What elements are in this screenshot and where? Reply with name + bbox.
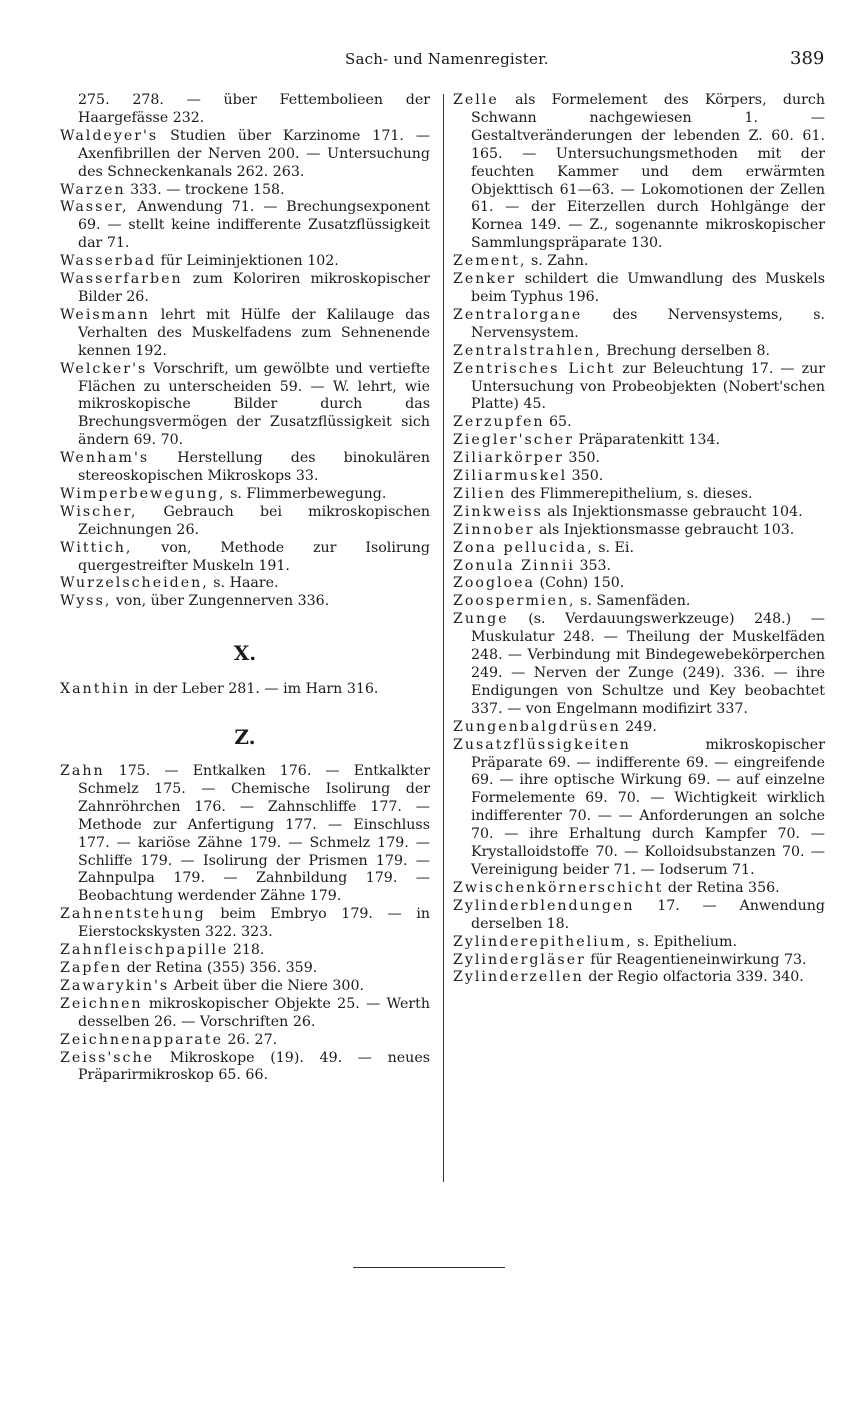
entry-text: 218. xyxy=(228,942,265,959)
entry-text: 249. xyxy=(620,718,657,735)
entry-headword: Wurzelscheiden, xyxy=(60,575,209,592)
entry-headword: Zawarykin's xyxy=(60,977,170,994)
entry-headword: Welcker's xyxy=(60,360,148,377)
entry-text: Vorschrift, um gewölbte und vertiefte Flächen zu unterscheiden 59. — W. lehrt, wie mikroskopische Bilder durch das Brechungsvermögen der Zusatzflüssigkeit sich ändern 69. 70. xyxy=(78,360,430,449)
index-entry xyxy=(453,307,825,343)
footer-rule xyxy=(353,1267,505,1268)
page-number: 389 xyxy=(790,48,825,69)
entry-text: des Nervensystems, s. Nervensystem. xyxy=(471,306,825,341)
entry-text: 65. xyxy=(544,414,572,431)
entry-text: Herstellung des binokulären stereoskopischen Mikroskops 33. xyxy=(78,450,430,485)
entry-text: mikroskopischer Objekte 25. — Werth desselben 26. — Vorschriften 26. xyxy=(78,995,430,1030)
entry-text: als Injektionsmasse gebraucht 104. xyxy=(542,503,803,520)
index-entry xyxy=(60,199,430,253)
entry-text: 26. 27. xyxy=(222,1031,278,1048)
index-entry xyxy=(60,253,430,271)
entry-text: (Cohn) 150. xyxy=(534,575,625,592)
entry-headword: Wittich, xyxy=(60,539,133,556)
entry-headword: Zinkweiss xyxy=(453,503,543,520)
entry-headword: Wimperbewegung, xyxy=(60,485,226,502)
index-entry xyxy=(453,432,825,450)
index-entry xyxy=(453,880,825,898)
x-entries xyxy=(60,681,430,699)
entry-headword: Zoospermien, xyxy=(453,593,576,610)
index-entry xyxy=(60,486,430,504)
index-entry xyxy=(453,969,825,987)
entry-text: schildert die Umwandlung des Muskels beim Typhus 196. xyxy=(471,271,825,305)
index-entry xyxy=(453,450,825,468)
entry-text: von, Methode zur Isolirung quergestreifter Muskeln 191. xyxy=(78,539,430,574)
entry-text: 333. — trockene 158. xyxy=(125,181,285,198)
index-entry xyxy=(453,898,825,934)
index-entry xyxy=(453,253,825,271)
right-entries xyxy=(453,92,825,987)
entry-text: s. Ei. xyxy=(593,539,634,556)
entry-headword: Zement, xyxy=(453,253,527,270)
index-entry xyxy=(60,450,430,486)
index-entry xyxy=(453,952,825,970)
entry-text: Arbeit über die Niere 300. xyxy=(169,977,364,994)
entry-text: mikroskopischer Präparate 69. — indifferente 69. — eingreifende 69. — ihre optische Wirkung 69. — auf einzelne Formelemente 69. 70. — Wichtigkeit wirklich indifferenter 70. — — Anforderungen an solche 70. — ihre Erhaltung durch Kampfer 70. — Krystalloidstoffe 70. — Kolloidsubstanzen 70. — Vereinigung beider 71. — Iodserum 71. xyxy=(471,736,825,878)
entry-text: beim Embryo 179. — in Eierstockskysten 322. 323. xyxy=(78,906,430,941)
entry-headword: Zwischenkörnerschicht xyxy=(453,879,664,896)
section-heading-x: X. xyxy=(233,641,257,666)
entry-text: Brechung derselben 8. xyxy=(601,342,771,359)
index-entry xyxy=(453,271,825,307)
entry-headword: Zylinderepithelium, xyxy=(453,933,633,950)
entry-text: der Retina (355) 356. 359. xyxy=(122,959,318,976)
entry-text: Studien über Karzinome 171. — Axenfibrillen der Nerven 200. — Untersuchung des Schneckenkanals 262. 263. xyxy=(78,127,430,180)
entry-text: in der Leber 281. — im Harn 316. xyxy=(130,681,379,698)
entry-headword: Zeiss'sche xyxy=(60,1049,155,1066)
index-entry xyxy=(60,906,430,942)
entry-text: Anwendung 71. — Brechungsexponent 69. — stellt keine indifferente Zusatzflüssigkeit dar 71. xyxy=(78,199,430,252)
z-entries xyxy=(60,763,430,1085)
column-divider xyxy=(443,94,444,1182)
entry-text: Gebrauch bei mikroskopischen Zeichnungen 26. xyxy=(78,503,430,538)
entry-text: s. Epithelium. xyxy=(632,933,737,950)
entry-text: 175. — Entkalken 176. — Entkalkter Schmelz 175. — Chemische Isolirung der Zahnröhrchen 176. — Zahnschliffe 177. — Methode zur Anfertigung 177. — Einschluss 177. — kariöse Zähne 179. — Schmelz 179. — Schliffe 179. — Isolirung der Prismen 179. — Zahnpulpa 179. — Zahnbildung 179. — Beobachtung werdender Zähne 179. xyxy=(78,763,430,905)
w-entries xyxy=(60,92,430,611)
index-entry xyxy=(453,343,825,361)
entry-headword: Wyss, xyxy=(60,593,112,610)
entry-text: (s. Verdauungswerkzeuge) 248.) — Muskulatur 248. — Theilung der Muskelfäden 248. — Verbindung mit Bindegewebekörperchen 249. — Nerven der Zunge (249). 336. — ihre Endigungen von Schultze und Key beobachtet 337. — von Engelmann modifizirt 337. xyxy=(471,611,825,717)
index-entry xyxy=(453,593,825,611)
index-entry xyxy=(453,611,825,718)
entry-text: des Flimmerepithelium, s. dieses. xyxy=(506,485,753,502)
entry-text: zur Beleuchtung 17. — zur Untersuchung von Probeobjekten (Nobert'schen Platte) 45. xyxy=(471,360,825,413)
entry-headword: Wasser, xyxy=(60,199,129,216)
index-entry xyxy=(60,1032,430,1050)
index-entry xyxy=(60,681,430,699)
index-entry xyxy=(60,763,430,906)
entry-headword: Ziegler'scher xyxy=(453,432,575,449)
index-entry xyxy=(453,486,825,504)
entry-headword: Zahnfleischpapille xyxy=(60,942,229,959)
entry-text: der Retina 356. xyxy=(663,879,780,896)
entry-headword: Zenker xyxy=(453,271,517,288)
entry-headword: Weismann xyxy=(60,306,150,323)
index-entry xyxy=(60,128,430,182)
index-entry xyxy=(60,92,430,128)
index-entry xyxy=(60,504,430,540)
index-entry xyxy=(60,182,430,200)
index-entry xyxy=(60,271,430,307)
entry-text: 350. xyxy=(563,450,601,467)
entry-headword: Zerzupfen xyxy=(453,414,545,431)
entry-headword: Zylinderzellen xyxy=(453,969,584,986)
index-entry xyxy=(453,468,825,486)
index-entry xyxy=(453,540,825,558)
index-entry xyxy=(60,361,430,451)
entry-headword: Wenham's xyxy=(60,450,150,467)
entry-text: lehrt mit Hülfe der Kalilauge das Verhalten des Muskelfadens zum Sehnenende kennen 192. xyxy=(78,306,430,359)
entry-headword: Zona pellucida, xyxy=(453,539,594,556)
index-entry xyxy=(453,934,825,952)
entry-text: s. Haare. xyxy=(208,575,279,592)
entry-text: s. Zahn. xyxy=(526,253,589,270)
entry-headword: Zunge xyxy=(453,611,509,628)
index-entry xyxy=(453,737,825,880)
entry-text: der Regio olfactoria 339. 340. xyxy=(583,969,804,986)
index-entry xyxy=(60,996,430,1032)
entry-text: 275. 278. — über Fettembolieen der Haargefässe 232. xyxy=(78,92,430,126)
left-column xyxy=(60,92,430,1085)
entry-headword: Wasserfarben xyxy=(60,271,183,288)
entry-headword: Zoogloea xyxy=(453,575,535,592)
entry-text: Präparatenkitt 134. xyxy=(574,432,720,449)
entry-text: Mikroskope (19). 49. — neues Präparirmikroskop 65. 66. xyxy=(78,1049,430,1084)
index-entry xyxy=(60,575,430,593)
entry-headword: Zapfen xyxy=(60,959,123,976)
index-entry xyxy=(453,719,825,737)
entry-text: als Injektionsmasse gebraucht 103. xyxy=(534,521,795,538)
entry-headword: Xanthin xyxy=(60,681,131,698)
index-entry xyxy=(453,414,825,432)
entry-headword: Zeichnen xyxy=(60,995,143,1012)
entry-headword: Ziliarmuskel xyxy=(453,468,568,485)
right-column xyxy=(453,92,825,987)
entry-headword: Zahnentstehung xyxy=(60,906,206,923)
entry-headword: Zylinderblendungen xyxy=(453,897,635,914)
index-entry xyxy=(453,522,825,540)
entry-headword: Zilien xyxy=(453,485,507,502)
entry-headword: Zentralorgane xyxy=(453,306,583,323)
entry-headword: Warzen xyxy=(60,181,126,198)
entry-text: 17. — Anwendung derselben 18. xyxy=(471,897,825,932)
index-entry xyxy=(453,575,825,593)
index-entry xyxy=(60,540,430,576)
entry-headword: Zahn xyxy=(60,763,105,779)
section-heading-z: Z. xyxy=(234,725,256,750)
entry-headword: Wischer, xyxy=(60,503,138,520)
entry-text: s. Flimmerbewegung. xyxy=(225,485,387,502)
entry-headword: Zeichnenapparate xyxy=(60,1031,223,1048)
entry-headword: Zentralstrahlen, xyxy=(453,342,602,359)
entry-text: zum Koloriren mikroskopischer Bilder 26. xyxy=(78,271,430,305)
index-entry xyxy=(60,960,430,978)
index-entry xyxy=(453,361,825,415)
index-entry xyxy=(60,942,430,960)
entry-text: von, über Zungennerven 336. xyxy=(111,593,330,610)
entry-headword: Waldeyer's xyxy=(60,127,159,144)
entry-headword: Zelle xyxy=(453,92,499,108)
entry-headword: Ziliarkörper xyxy=(453,450,564,467)
entry-text: 350. xyxy=(567,468,604,485)
index-entry xyxy=(60,307,430,361)
index-entry xyxy=(60,978,430,996)
entry-headword: Zinnober xyxy=(453,521,535,538)
entry-headword: Wasserbad xyxy=(60,253,157,270)
index-entry xyxy=(60,1050,430,1086)
index-entry xyxy=(453,92,825,253)
entry-text: für Reagentieneinwirkung 73. xyxy=(585,951,807,968)
entry-text: als Formelement des Körpers, durch Schwann nachgewiesen 1. — Gestaltveränderungen der lebenden Z. 60. 61. 165. — Untersuchungsmethoden mit der feuchten Kammer und dem erwärmten Objekttisch 61—63. — Lokomotionen der Zellen 61. — der Eiterzellen durch Hohlgänge der Kornea 149. — Z., sogenannte mikroskopischer Sammlungspräparate 130. xyxy=(471,92,825,252)
index-entry xyxy=(453,558,825,576)
index-entry xyxy=(453,504,825,522)
running-head: Sach- und Namenregister. xyxy=(345,50,549,68)
entry-headword: Zylindergläser xyxy=(453,951,586,968)
entry-text: 353. xyxy=(574,557,612,574)
entry-headword: Zusatzflüssigkeiten xyxy=(453,736,631,753)
entry-text: s. Samenfäden. xyxy=(575,593,691,610)
index-entry xyxy=(60,593,430,611)
entry-headword: Zonula Zinnii xyxy=(453,557,575,574)
entry-headword: Zungenbalgdrüsen xyxy=(453,718,621,735)
entry-text: für Leiminjektionen 102. xyxy=(156,253,339,270)
entry-headword: Zentrisches Licht xyxy=(453,360,616,377)
